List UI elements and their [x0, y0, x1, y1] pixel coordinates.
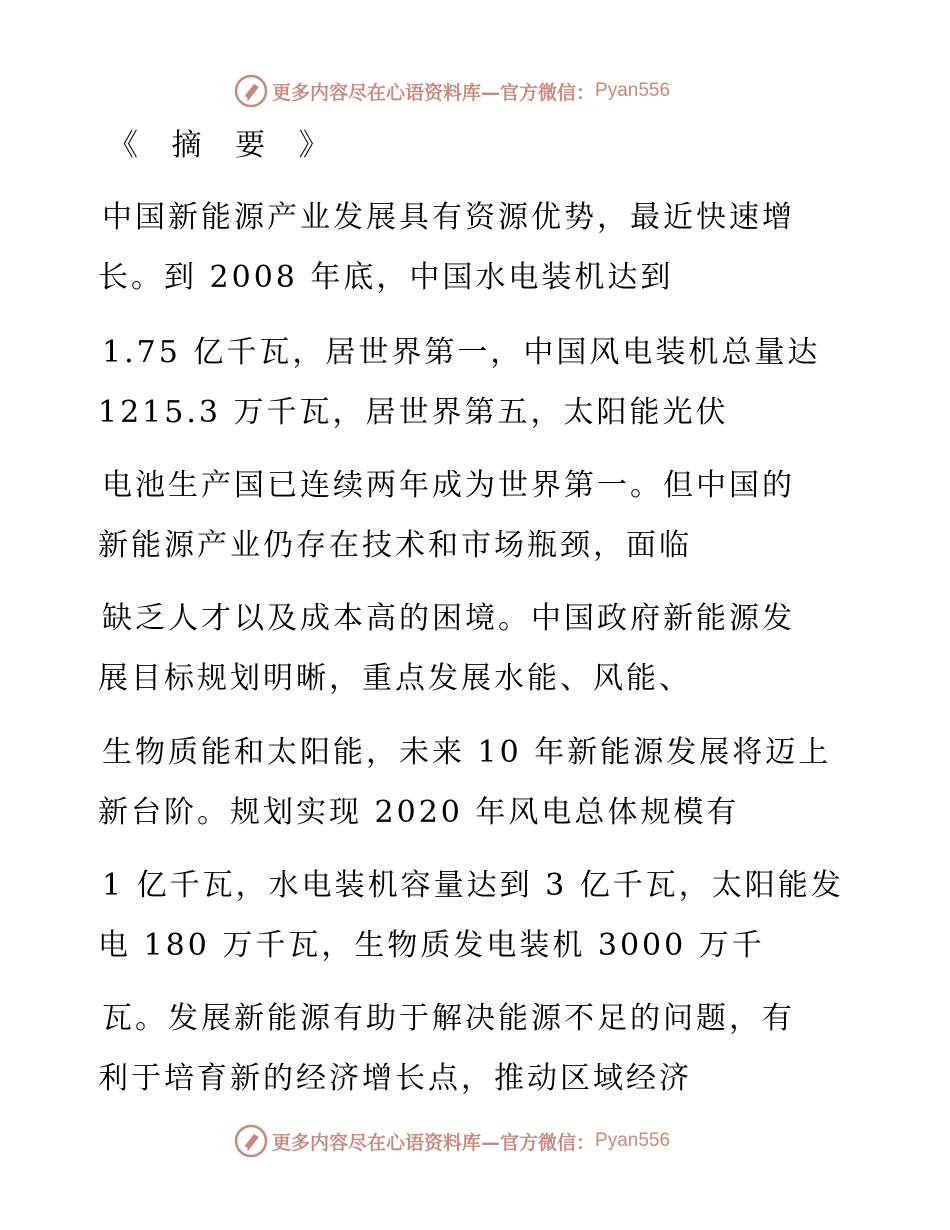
body-line: 1.75 亿千瓦，居世界第一，中国风电装机总量达	[102, 335, 821, 370]
watermark-text: 更多内容尽在心语资料库—官方微信：	[272, 1131, 596, 1154]
watermark-header	[234, 72, 670, 110]
body-line: 新台阶。规划实现 2020 年风电总体规模有	[98, 795, 740, 830]
body-line: 1 亿千瓦，水电装机容量达到 3 亿千瓦，太阳能发	[102, 868, 844, 903]
abstract-heading: 《 摘 要 》	[108, 128, 341, 163]
body-line: 新能源产业仍存在技术和市场瓶颈，面临	[98, 528, 692, 563]
watermark-wechat-id: Pyan556	[595, 1130, 671, 1151]
body-line: 长。到 2008 年底，中国水电装机达到	[98, 260, 674, 295]
body-line: 缺乏人才以及成本高的困境。中国政府新能源发	[102, 601, 795, 636]
body-line: 利于培育新的经济增长点，推动区域经济	[98, 1061, 692, 1096]
pen-logo-icon	[234, 74, 268, 108]
watermark-text: 更多内容尽在心语资料库—官方微信：	[272, 81, 596, 104]
watermark-footer	[234, 1122, 670, 1160]
body-line: 展目标规划明晰，重点发展水能、风能、	[98, 661, 692, 696]
body-line: 电池生产国已连续两年成为世界第一。但中国的	[102, 468, 795, 503]
body-line: 电 180 万千瓦，生物质发电装机 3000 万千	[98, 928, 765, 963]
body-line: 瓦。发展新能源有助于解决能源不足的问题，有	[102, 1001, 795, 1036]
body-line: 中国新能源产业发展具有资源优势，最近快速增	[102, 200, 795, 235]
body-line: 生物质能和太阳能，未来 10 年新能源发展将迈上	[102, 735, 832, 770]
body-line: 1215.3 万千瓦，居世界第五，太阳能光伏	[98, 395, 729, 430]
watermark-wechat-id: Pyan556	[595, 80, 671, 101]
pen-logo-icon	[234, 1124, 268, 1158]
